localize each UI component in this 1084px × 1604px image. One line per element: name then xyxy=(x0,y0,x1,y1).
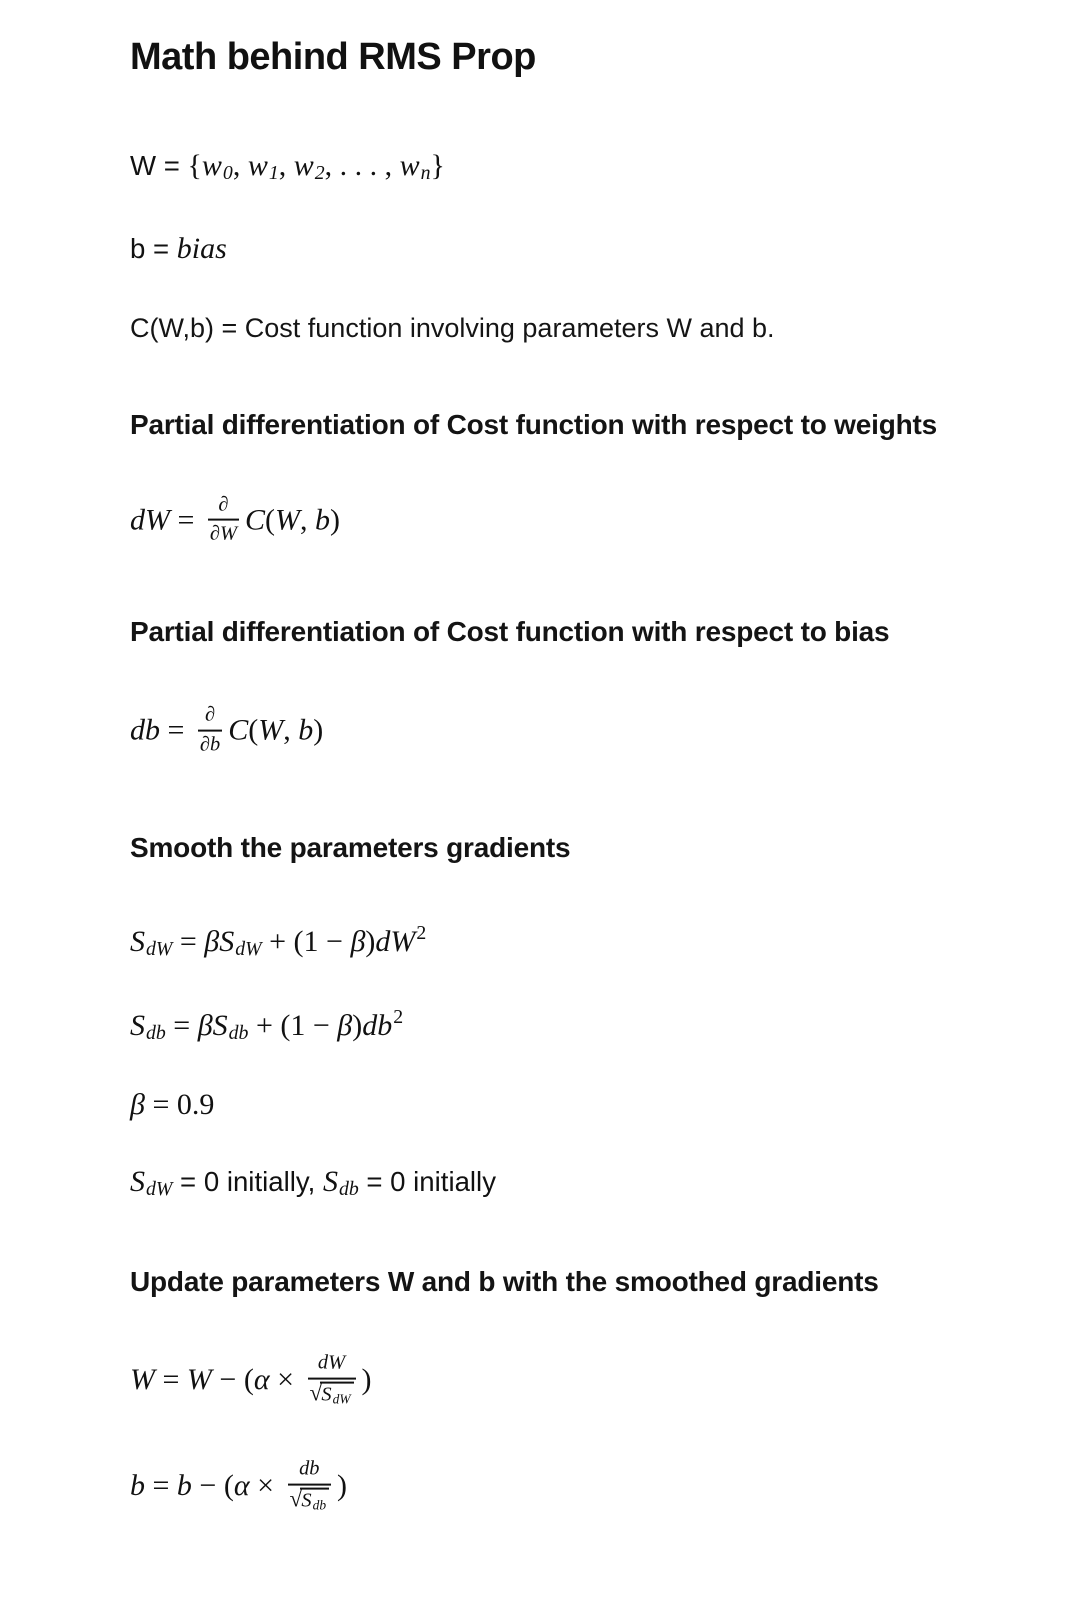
sdb-smoothing-equation xyxy=(130,1005,1064,1047)
math-subscript: dW xyxy=(146,1178,173,1200)
math-variable: βS xyxy=(204,924,235,958)
math-fraction xyxy=(208,493,239,546)
math-variable: b xyxy=(298,713,314,747)
math-roman: , xyxy=(232,148,248,182)
math-roman: ) xyxy=(337,1469,348,1503)
math-variable: w xyxy=(399,148,420,182)
math-variable: W xyxy=(186,1363,212,1397)
math-variable: ∂ xyxy=(205,703,216,726)
math-subscript: db xyxy=(338,1178,359,1200)
math-subscript: dW xyxy=(146,937,173,960)
math-text: W = xyxy=(130,149,188,181)
math-roman: , xyxy=(278,148,294,182)
math-variable: S xyxy=(321,1383,332,1406)
math-subscript: db xyxy=(312,1497,327,1513)
math-roman: ) xyxy=(365,924,376,958)
math-roman: ) xyxy=(313,713,324,747)
math-variable: b xyxy=(176,1469,192,1503)
sdw-smoothing-equation xyxy=(130,921,1064,963)
bias-update-equation xyxy=(130,1457,1064,1516)
math-subscript: n xyxy=(420,162,431,185)
math-variable: w xyxy=(293,148,314,182)
math-variable: db xyxy=(362,1008,393,1042)
math-fraction xyxy=(288,1458,332,1514)
weights-set-equation xyxy=(130,146,1064,187)
math-roman: = xyxy=(155,1363,187,1397)
math-variable: C xyxy=(244,503,265,537)
radicand xyxy=(300,1487,329,1513)
math-variable: bias xyxy=(176,231,227,265)
math-roman: ( xyxy=(248,713,259,747)
fraction-denominator xyxy=(308,1379,356,1407)
square-root xyxy=(310,1381,354,1407)
math-roman: = xyxy=(165,1008,198,1042)
math-variable: db xyxy=(130,713,160,747)
math-superscript: 2 xyxy=(416,921,427,944)
math-roman: = 0.9 xyxy=(144,1087,215,1121)
math-variable: dW xyxy=(317,1351,346,1374)
math-variable: α xyxy=(233,1469,250,1503)
math-subscript: dW xyxy=(235,937,262,960)
math-variable: ∂b xyxy=(199,733,221,756)
radical-sign-icon: √ xyxy=(309,1380,323,1407)
math-roman: } xyxy=(430,148,445,182)
radical-sign-icon: √ xyxy=(289,1486,303,1513)
weight-update-equation xyxy=(130,1351,1064,1410)
math-roman: × xyxy=(249,1469,282,1503)
math-roman: { xyxy=(187,148,202,182)
math-text: = 0 initially, xyxy=(172,1165,323,1197)
radicand xyxy=(320,1381,353,1407)
math-fraction xyxy=(308,1352,356,1408)
fraction-numerator xyxy=(288,1458,332,1485)
math-variable: W xyxy=(275,503,300,537)
math-subscript: db xyxy=(228,1021,249,1044)
math-variable: S xyxy=(130,924,145,958)
initial-values-equation xyxy=(130,1162,1064,1203)
math-roman: − ( xyxy=(191,1469,234,1503)
math-variable: dW xyxy=(130,503,170,537)
math-variable: w xyxy=(201,148,222,182)
math-roman: = xyxy=(145,1469,177,1503)
math-variable: b xyxy=(130,1469,145,1503)
math-subscript: dW xyxy=(332,1391,351,1407)
cost-function-definition: C(W,b) = Cost function involving parameters W and b. xyxy=(130,312,775,343)
math-roman: + (1 − xyxy=(261,924,351,958)
math-variable: w xyxy=(247,148,268,182)
math-roman: , xyxy=(300,503,315,537)
math-variable: S xyxy=(130,1008,145,1042)
math-roman: = xyxy=(172,924,205,958)
math-variable: α xyxy=(253,1363,270,1397)
fraction-numerator xyxy=(308,1352,356,1379)
heading-update-parameters: Update parameters W and b with the smoothed gradients xyxy=(130,1265,879,1297)
math-roman: , . . . , xyxy=(324,148,400,182)
math-superscript: 2 xyxy=(393,1005,404,1028)
math-roman: ( xyxy=(265,503,275,537)
fraction-denominator xyxy=(288,1485,332,1513)
math-roman: + (1 − xyxy=(248,1008,338,1042)
math-roman: × xyxy=(269,1363,302,1397)
fraction-denominator xyxy=(198,731,222,756)
math-variable: W xyxy=(258,713,284,747)
beta-value-equation xyxy=(130,1085,1064,1124)
math-roman: ) xyxy=(352,1008,363,1042)
db-equation xyxy=(130,703,1064,759)
square-root xyxy=(290,1487,330,1513)
math-roman: ) xyxy=(361,1363,372,1397)
math-roman: = xyxy=(160,713,192,747)
math-variable: db xyxy=(299,1457,320,1480)
math-variable: β xyxy=(337,1008,353,1042)
math-variable: β xyxy=(350,924,366,958)
math-subscript: db xyxy=(146,1021,166,1044)
math-variable: C xyxy=(228,713,249,747)
math-text: = 0 initially xyxy=(358,1165,496,1197)
math-variable: S xyxy=(301,1489,312,1512)
math-variable: ∂W xyxy=(209,522,237,545)
math-variable: βS xyxy=(197,1008,228,1042)
math-subscript: 1 xyxy=(268,162,279,185)
math-roman: ) xyxy=(330,503,340,537)
fraction-numerator xyxy=(208,493,239,520)
dw-equation xyxy=(130,493,1064,549)
math-subscript: 2 xyxy=(314,162,325,185)
math-variable: ∂ xyxy=(218,493,229,516)
math-roman: − ( xyxy=(211,1363,254,1397)
fraction-numerator xyxy=(198,704,222,731)
math-roman: , xyxy=(283,713,299,747)
math-text: b = xyxy=(130,232,177,264)
math-variable: dW xyxy=(375,924,416,958)
math-subscript: 0 xyxy=(222,162,233,185)
page-title: Math behind RMS Prop xyxy=(130,36,536,78)
heading-smooth-gradients: Smooth the parameters gradients xyxy=(130,832,571,864)
math-variable: S xyxy=(130,1164,145,1198)
fraction-denominator xyxy=(208,521,239,546)
math-roman: = xyxy=(170,503,202,537)
heading-partial-diff-bias: Partial differentiation of Cost function with respect to bias xyxy=(130,615,890,647)
math-fraction xyxy=(198,704,222,757)
math-variable: S xyxy=(322,1164,338,1198)
heading-partial-diff-weights: Partial differentiation of Cost function with respect to weights xyxy=(130,409,938,441)
math-variable: W xyxy=(130,1363,155,1397)
bias-definition-equation xyxy=(130,229,1064,268)
math-variable: b xyxy=(315,503,330,537)
math-variable: β xyxy=(130,1087,145,1121)
